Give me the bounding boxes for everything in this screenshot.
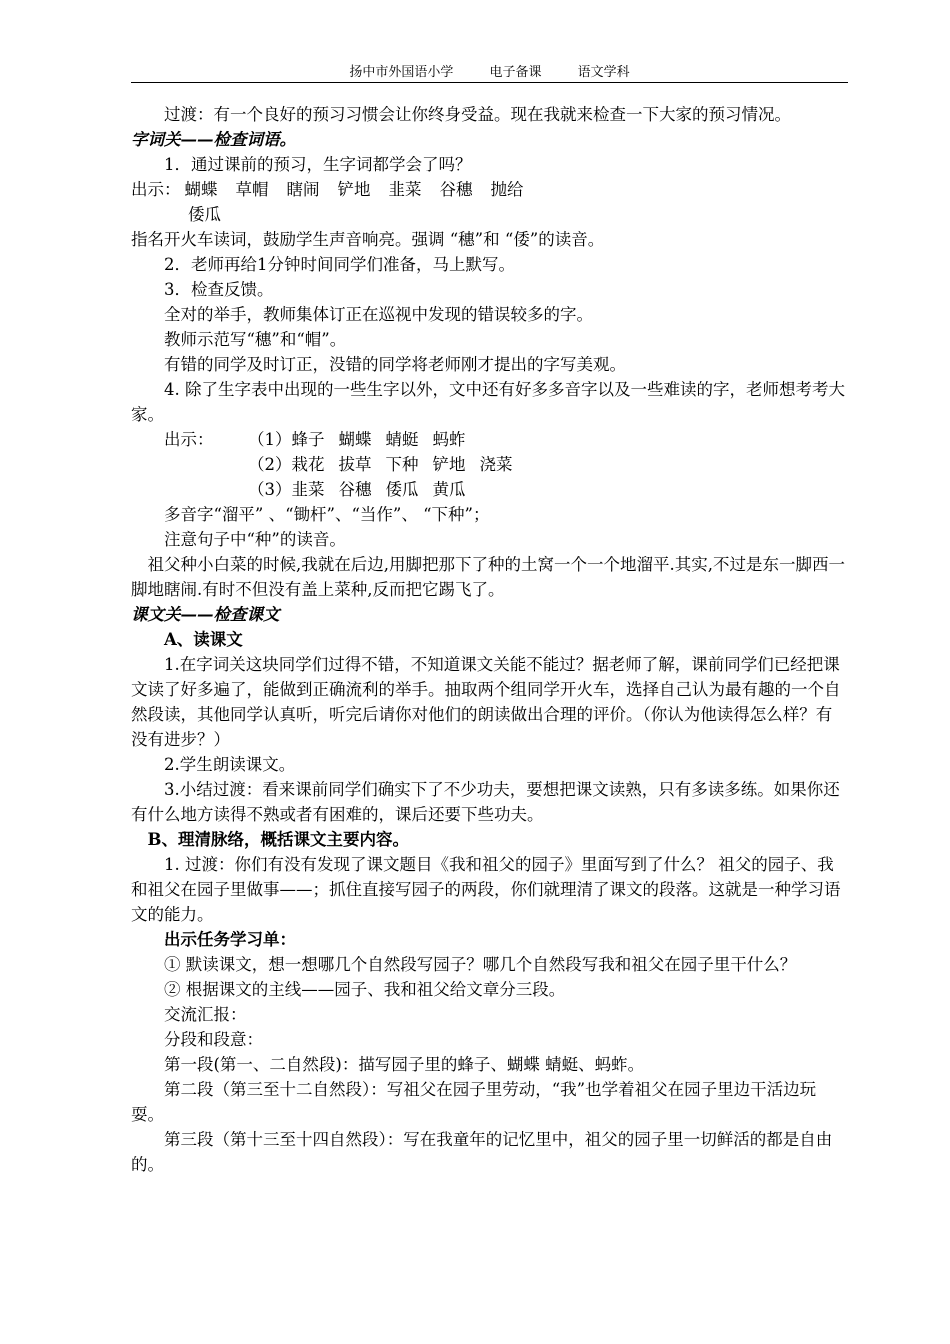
word: 抛给 — [490, 180, 524, 199]
transition-paragraph: 过渡：有一个良好的预习习惯会让你终身受益。现在我就来检查一下大家的预习情况。 — [164, 105, 791, 124]
word: 蝴蝶 — [338, 430, 372, 449]
feedback-2: 教师示范写“穗”和“帽”。 — [164, 330, 347, 349]
word: 下种 — [385, 455, 419, 474]
word-group-3 — [131, 477, 848, 502]
question-4: 4. 除了生字表中出现的一些生字以外，文中还有好多多音字以及一些难读的字，老师想考考大家。 — [131, 380, 845, 424]
segment-1: 第一段(第一、二自然段)：描写园子里的蜂子、蝴蝶 蜻蜓、蚂蚱。 — [164, 1055, 645, 1074]
word-group-1 — [131, 427, 848, 452]
word: 倭瓜 — [385, 480, 419, 499]
word: 谷穗 — [439, 180, 473, 199]
show-label-2: 出示： — [164, 430, 214, 449]
word: 蚂蚱 — [432, 430, 466, 449]
word: 草帽 — [235, 180, 269, 199]
show-label: 出示： — [131, 180, 181, 199]
word-group-2 — [131, 452, 848, 477]
subheading-b: B、理清脉络，概括课文主要内容。 — [147, 830, 409, 849]
step-b1: 1. 过渡：你们有没有发现了课文题目《我和祖父的园子》里面写到了什么？ 祖父的园子、我和祖父在园子里做事——；抓住直接写园子的两段，你们就理清了课文的段落。这就是一种学习语文的能力。 — [131, 855, 841, 924]
word-last: 倭瓜 — [188, 205, 221, 224]
section-heading-words: 字词关——检查词语。 — [131, 130, 296, 149]
header-type: 电子备课 — [489, 65, 542, 80]
document-body — [131, 102, 848, 1177]
word: 蜻蜓 — [385, 430, 419, 449]
read-instruction: 指名开火车读词，鼓励学生声音响亮。强调 “穗”和 “倭”的读音。 — [131, 230, 605, 249]
step-a3: 3.小结过渡：看来课前同学们确实下了不少功夫，要想把课文读熟，只有多读多练。如果你还有什么地方读得不熟或者有困难的，课后还要下些功夫。 — [131, 780, 840, 824]
header-subject: 语文学科 — [577, 65, 630, 80]
question-3: 3．检查反馈。 — [164, 280, 274, 299]
feedback-3: 有错的同学及时订正，没错的同学将老师刚才提出的字写美观。 — [164, 355, 626, 374]
page-header — [131, 64, 848, 83]
task-heading: 出示任务学习单： — [164, 930, 296, 949]
polyphone-line: 多音字“溜平” 、“锄杆”、“当作”、 “下种”； — [164, 505, 490, 524]
word: 瞎闹 — [286, 180, 320, 199]
task-2: ② 根据课文的主线——园子、我和祖父给文章分三段。 — [164, 980, 566, 999]
step-a2: 2.学生朗读课文。 — [164, 755, 296, 774]
segment-3: 第三段（第十三至十四自然段）：写在我童年的记忆里中，祖父的园子里一切鲜活的都是自由的。 — [131, 1130, 833, 1174]
word: 谷穗 — [338, 480, 372, 499]
question-2: 2．老师再给1分钟时间同学们准备，马上默写。 — [164, 255, 515, 274]
word-list — [131, 177, 848, 202]
segment-heading: 分段和段意： — [164, 1030, 263, 1049]
feedback-1: 全对的举手，教师集体订正在巡视中发现的错误较多的字。 — [164, 305, 593, 324]
question-1: 1．通过课前的预习，生字词都学会了吗？ — [164, 155, 472, 174]
word: （1）蜂子 — [248, 430, 325, 449]
subheading-a: A、读课文 — [164, 630, 243, 649]
word: （3）韭菜 — [248, 480, 325, 499]
word: （2）栽花 — [248, 455, 325, 474]
note-line: 注意句子中“种”的读音。 — [164, 530, 346, 549]
word: 韭菜 — [388, 180, 422, 199]
task-1: ① 默读课文，想一想哪几个自然段写园子？哪几个自然段写我和祖父在园子里干什么？ — [164, 955, 797, 974]
word: 拔草 — [338, 455, 372, 474]
header-school: 扬中市外国语小学 — [349, 65, 454, 80]
word: 蝴蝶 — [184, 180, 218, 199]
sample-sentence: 祖父种小白菜的时候,我就在后边,用脚把那下了种的土窝一个一个地溜平.其实,不过是东一脚西一脚地瞎闹.有时不但没有盖上菜种,反而把它踢飞了。 — [131, 555, 845, 599]
word: 浇菜 — [479, 455, 513, 474]
segment-2: 第二段（第三至十二自然段）：写祖父在园子里劳动，“我”也学着祖父在园子里边干活边玩耍。 — [131, 1080, 817, 1124]
word: 黄瓜 — [432, 480, 466, 499]
word: 铲地 — [337, 180, 371, 199]
step-a1: 1.在字词关这块同学们过得不错，不知道课文关能不能过？据老师了解，课前同学们已经把课文读了好多遍了，能做到正确流利的举手。抽取两个组同学开火车，选择自己认为最有趣的一个自然段读，其他同学认真听，听完后请你对他们的朗读做出合理的评价。（你认为他读得怎么样？有没有进步？） — [131, 655, 841, 749]
word: 铲地 — [432, 455, 466, 474]
section-heading-text: 课文关——检查课文 — [131, 605, 280, 624]
report-line: 交流汇报： — [164, 1005, 247, 1024]
